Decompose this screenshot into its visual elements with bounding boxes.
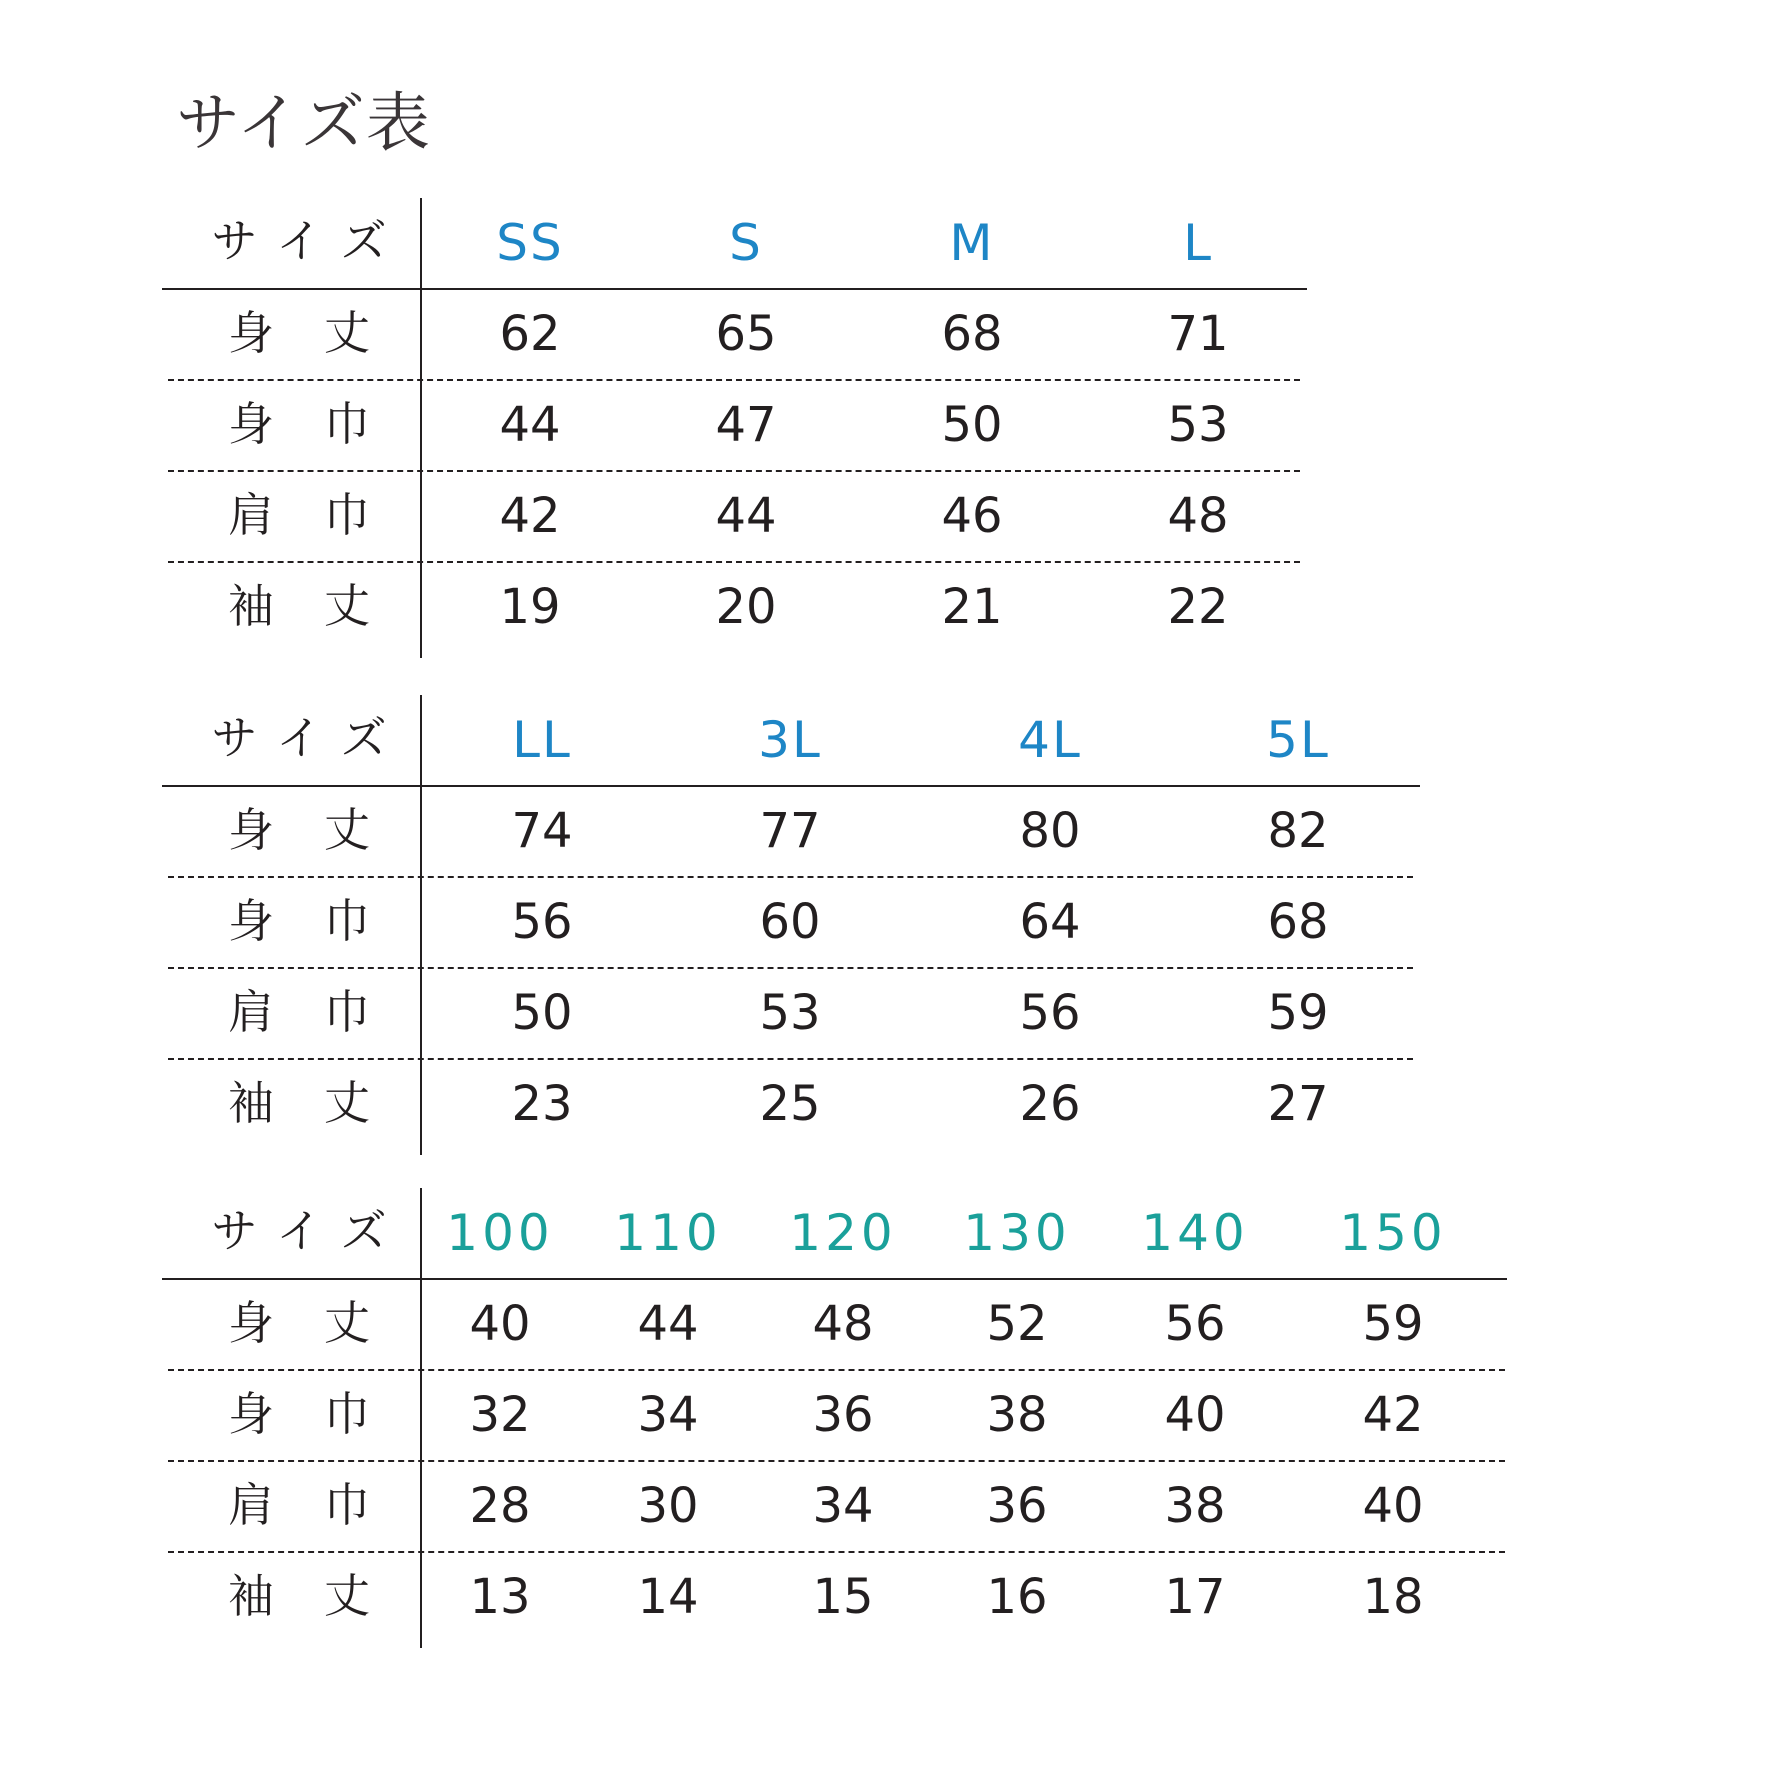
value-cell: 19 <box>499 579 561 635</box>
size-table-adult-small <box>160 198 1310 658</box>
row-divider <box>168 1460 1505 1462</box>
row-label: 身 丈 <box>228 803 372 857</box>
value-cell: 82 <box>1267 803 1329 859</box>
value-cell: 74 <box>511 803 573 859</box>
value-cell: 50 <box>941 397 1003 453</box>
value-cell: 47 <box>715 397 777 453</box>
size-header-l: L <box>1183 214 1213 272</box>
header-divider <box>162 288 1307 290</box>
size-header-140: 140 <box>1141 1204 1249 1262</box>
value-cell: 21 <box>941 579 1003 635</box>
value-cell: 20 <box>715 579 777 635</box>
size-header-ss: SS <box>496 214 564 272</box>
value-cell: 27 <box>1267 1076 1329 1132</box>
header-divider <box>162 1278 1507 1280</box>
row-label: 身 丈 <box>228 1296 372 1350</box>
row-label: 身 巾 <box>228 397 372 451</box>
value-cell: 40 <box>469 1296 531 1352</box>
size-header-5l: 5L <box>1266 711 1330 769</box>
value-cell: 25 <box>759 1076 821 1132</box>
value-cell: 52 <box>986 1296 1048 1352</box>
size-header-130: 130 <box>963 1204 1071 1262</box>
value-cell: 13 <box>469 1569 531 1625</box>
size-header-ll: LL <box>512 711 572 769</box>
value-cell: 50 <box>511 985 573 1041</box>
row-label: 袖 丈 <box>228 1569 372 1623</box>
size-header-150: 150 <box>1339 1204 1447 1262</box>
value-cell: 36 <box>812 1387 874 1443</box>
row-divider <box>168 379 1300 381</box>
value-cell: 48 <box>812 1296 874 1352</box>
page-title: サイズ表 <box>176 87 431 161</box>
row-divider <box>168 1551 1505 1553</box>
size-header-120: 120 <box>789 1204 897 1262</box>
row-divider <box>168 470 1300 472</box>
value-cell: 56 <box>1164 1296 1226 1352</box>
value-cell: 36 <box>986 1478 1048 1534</box>
value-cell: 38 <box>1164 1478 1226 1534</box>
value-cell: 26 <box>1019 1076 1081 1132</box>
value-cell: 68 <box>941 306 1003 362</box>
size-label-header: サ イ ズ <box>211 214 389 268</box>
column-divider <box>420 198 422 658</box>
size-label-header: サ イ ズ <box>211 711 389 765</box>
value-cell: 44 <box>715 488 777 544</box>
value-cell: 53 <box>1167 397 1229 453</box>
value-cell: 16 <box>986 1569 1048 1625</box>
value-cell: 42 <box>1362 1387 1424 1443</box>
value-cell: 40 <box>1362 1478 1424 1534</box>
value-cell: 46 <box>941 488 1003 544</box>
size-header-100: 100 <box>446 1204 554 1262</box>
size-table-adult-large <box>160 695 1425 1155</box>
value-cell: 44 <box>637 1296 699 1352</box>
value-cell: 18 <box>1362 1569 1424 1625</box>
value-cell: 22 <box>1167 579 1229 635</box>
row-label: 身 巾 <box>228 1387 372 1441</box>
value-cell: 80 <box>1019 803 1081 859</box>
value-cell: 71 <box>1167 306 1229 362</box>
value-cell: 56 <box>1019 985 1081 1041</box>
value-cell: 34 <box>637 1387 699 1443</box>
size-header-s: S <box>729 214 763 272</box>
value-cell: 38 <box>986 1387 1048 1443</box>
header-divider <box>162 785 1420 787</box>
row-label: 肩 巾 <box>228 1478 372 1532</box>
value-cell: 56 <box>511 894 573 950</box>
value-cell: 42 <box>499 488 561 544</box>
value-cell: 48 <box>1167 488 1229 544</box>
row-label: 袖 丈 <box>228 579 372 633</box>
value-cell: 59 <box>1267 985 1329 1041</box>
value-cell: 53 <box>759 985 821 1041</box>
row-label: 身 巾 <box>228 894 372 948</box>
value-cell: 68 <box>1267 894 1329 950</box>
row-divider <box>168 1058 1413 1060</box>
value-cell: 64 <box>1019 894 1081 950</box>
value-cell: 30 <box>637 1478 699 1534</box>
size-header-4l: 4L <box>1018 711 1082 769</box>
row-divider <box>168 876 1413 878</box>
value-cell: 77 <box>759 803 821 859</box>
row-label: 肩 巾 <box>228 488 372 542</box>
column-divider <box>420 1188 422 1648</box>
size-header-3l: 3L <box>758 711 822 769</box>
size-header-m: M <box>949 214 995 272</box>
value-cell: 59 <box>1362 1296 1424 1352</box>
row-label: 身 丈 <box>228 306 372 360</box>
value-cell: 32 <box>469 1387 531 1443</box>
size-header-110: 110 <box>614 1204 722 1262</box>
row-divider <box>168 561 1300 563</box>
value-cell: 17 <box>1164 1569 1226 1625</box>
value-cell: 40 <box>1164 1387 1226 1443</box>
value-cell: 28 <box>469 1478 531 1534</box>
row-divider <box>168 967 1413 969</box>
value-cell: 62 <box>499 306 561 362</box>
size-label-header: サ イ ズ <box>211 1204 389 1258</box>
size-table-kids <box>160 1188 1510 1648</box>
row-divider <box>168 1369 1505 1371</box>
value-cell: 44 <box>499 397 561 453</box>
value-cell: 34 <box>812 1478 874 1534</box>
value-cell: 23 <box>511 1076 573 1132</box>
row-label: 肩 巾 <box>228 985 372 1039</box>
value-cell: 65 <box>715 306 777 362</box>
column-divider <box>420 695 422 1155</box>
value-cell: 60 <box>759 894 821 950</box>
value-cell: 15 <box>812 1569 874 1625</box>
value-cell: 14 <box>637 1569 699 1625</box>
row-label: 袖 丈 <box>228 1076 372 1130</box>
